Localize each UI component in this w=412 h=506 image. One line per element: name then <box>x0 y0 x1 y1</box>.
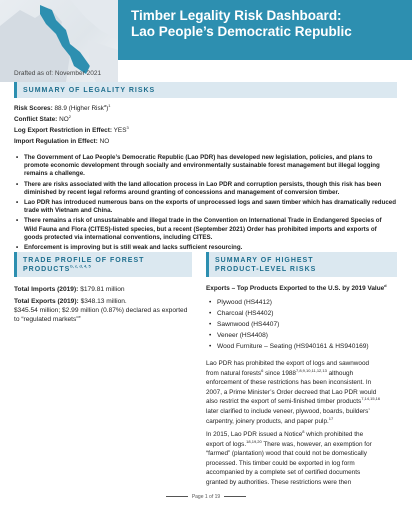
risk-scores-sup-2: 1 <box>108 102 111 108</box>
product-heading-line-2: PRODUCT-LEVEL RISKS <box>215 266 317 273</box>
conflict-state-value: NO <box>59 116 69 123</box>
trade-heading-line-2: PRODUCTS <box>23 266 71 273</box>
drafted-date: Drafted as of: November 2021 <box>14 70 102 77</box>
conflict-state-label: Conflict State: <box>14 116 58 123</box>
para2-line: export of logs.$^{18,19,20}$ There was, however, an exemption for <box>206 438 372 448</box>
product-item: • Veneer (HS4408) <box>208 330 398 341</box>
risk-scores-sup: a <box>103 102 107 108</box>
risk-scores-label: Risk Scores: <box>14 105 53 112</box>
exports-detail-sup: e <box>78 313 81 319</box>
log-export-line <box>14 124 129 136</box>
page-title-line-1: Timber Legality Risk Dashboard: <box>131 8 342 23</box>
page-footer <box>0 494 412 500</box>
para1-line: carpentry, joinery products, and paper pulp.$^{17}$ <box>206 415 334 425</box>
log-export-value: YES <box>113 127 127 134</box>
product-item: • Sawnwood (HS4407) <box>208 319 398 330</box>
conflict-state-sup: 2 <box>68 113 71 119</box>
para2-line: processed. This timber could be exported in log form <box>206 459 355 467</box>
exports-detail-text: $345.54 million; $2.99 million (0.87%) declared as exported to “regulated markets” <box>14 307 188 323</box>
summary-bullet: • Enforcement is improving but is still weak and lacks sufficient resourcing. <box>16 244 396 252</box>
para2-line: granted by authorities. These restrictions were then <box>206 478 352 486</box>
para1-line: 2007, a Prime Minister’s Order decreed that Lao PDR would <box>206 388 377 396</box>
para1-line: from natural forests$^6$ since 1988$^{7,8,9,10,11,12,13}$ although <box>206 367 354 377</box>
summary-bullet-list <box>16 154 396 254</box>
total-exports-label: Total Exports (2019): <box>14 298 79 305</box>
top-products-list <box>208 297 398 352</box>
trade-heading-sup: b, c, d, 4, 5 <box>70 263 91 269</box>
para1-line: Lao PDR has prohibited the export of logs and sawnwood <box>206 360 370 367</box>
trade-profile-heading <box>14 252 192 277</box>
product-paragraph-2 <box>206 430 400 488</box>
product-item: • Wood Furniture – Seating (HS940161 & HS940169) <box>208 341 398 352</box>
product-item: • Charcoal (HS4402) <box>208 308 398 319</box>
total-exports-value: $348.13 million. <box>80 298 127 305</box>
conflict-state-line <box>14 113 71 125</box>
para2-line: In 2015, Lao PDR issued a Notice$^8$ which prohibited the <box>206 428 364 438</box>
summary-heading <box>14 82 397 98</box>
log-export-sup: 3 <box>126 124 129 130</box>
footer-rule-right <box>224 496 246 497</box>
total-imports-label: Total Imports (2019): <box>14 286 79 293</box>
page-title-line-2: Lao People’s Democratic Republic <box>131 24 352 39</box>
para1-line: later clarified to include veneer, plywood, boards, builders’ <box>206 407 370 415</box>
para1-line: also restrict the export of semi-finished timber products$^{7,14,15,16}$ <box>206 396 381 406</box>
top-exports-subheading <box>206 282 387 294</box>
product-item: • Plywood (HS4412) <box>208 297 398 308</box>
risk-scores-value: 88.9 (Higher Risk <box>54 105 104 112</box>
product-paragraph-1 <box>206 359 400 426</box>
para2-line: “farmed” (plantation) wood that could not be domestically <box>206 450 367 458</box>
total-imports-value: $179.81 million <box>80 286 125 293</box>
total-imports-line <box>14 286 125 295</box>
import-regulation-line <box>14 138 109 147</box>
import-regulation-value: NO <box>99 138 110 145</box>
para1-line: enforcement of these restrictions has been inconsistent. In <box>206 379 372 387</box>
summary-heading-text: SUMMARY OF LEGALITY RISKS <box>23 87 156 94</box>
trade-heading-line-1: TRADE PROFILE OF FOREST <box>23 257 145 264</box>
total-exports-line <box>14 298 127 307</box>
summary-bullet: • Lao PDR has introduced numerous bans on the exports of unprocessed logs and sawn timber which has dramatically reduced trade with Vietnam and China. <box>16 199 396 215</box>
para2-line: accompanied by a complete set of certified documents <box>206 469 361 477</box>
risk-scores-line <box>14 102 111 114</box>
footer-rule-left <box>166 496 188 497</box>
product-heading-line-1: SUMMARY OF HIGHEST <box>215 257 314 264</box>
header <box>0 0 412 82</box>
summary-bullet: • There are risks associated with the land allocation process in Lao PDR and corruption persists, though this risk has been diminished by recent legal reforms around granting of concessions and management of conversion timber. <box>16 181 396 197</box>
exports-detail <box>14 307 190 324</box>
risk-scores-close: ) <box>106 105 109 112</box>
product-risks-heading <box>206 252 397 277</box>
summary-bullet: • There remains a risk of unsustainable and illegal trade in the Convention on International Trade in Endangered Species of Wild Fauna and Flora (CITES)-listed species, but a recent (September 2021) Order has prohibited imports and exports of goods protected via international conventions, including CITES. <box>16 217 396 242</box>
top-exports-sup: d <box>384 282 387 288</box>
top-exports-subheading-text: Exports – Top Products Exported to the U.S. by 2019 Value <box>206 285 385 292</box>
summary-bullet: • The Government of Lao People’s Democratic Republic (Lao PDR) has developed new legislation, policies, and plans to promote economic development through socially and environmentally sustainable forest management but illegal logging remains a challenge. <box>16 154 396 179</box>
import-regulation-label: Import Regulation in Effect: <box>14 138 98 145</box>
log-export-label: Log Export Restriction in Effect: <box>14 127 112 134</box>
page-number: Page 1 of 19 <box>191 494 221 500</box>
page-title <box>131 8 401 40</box>
